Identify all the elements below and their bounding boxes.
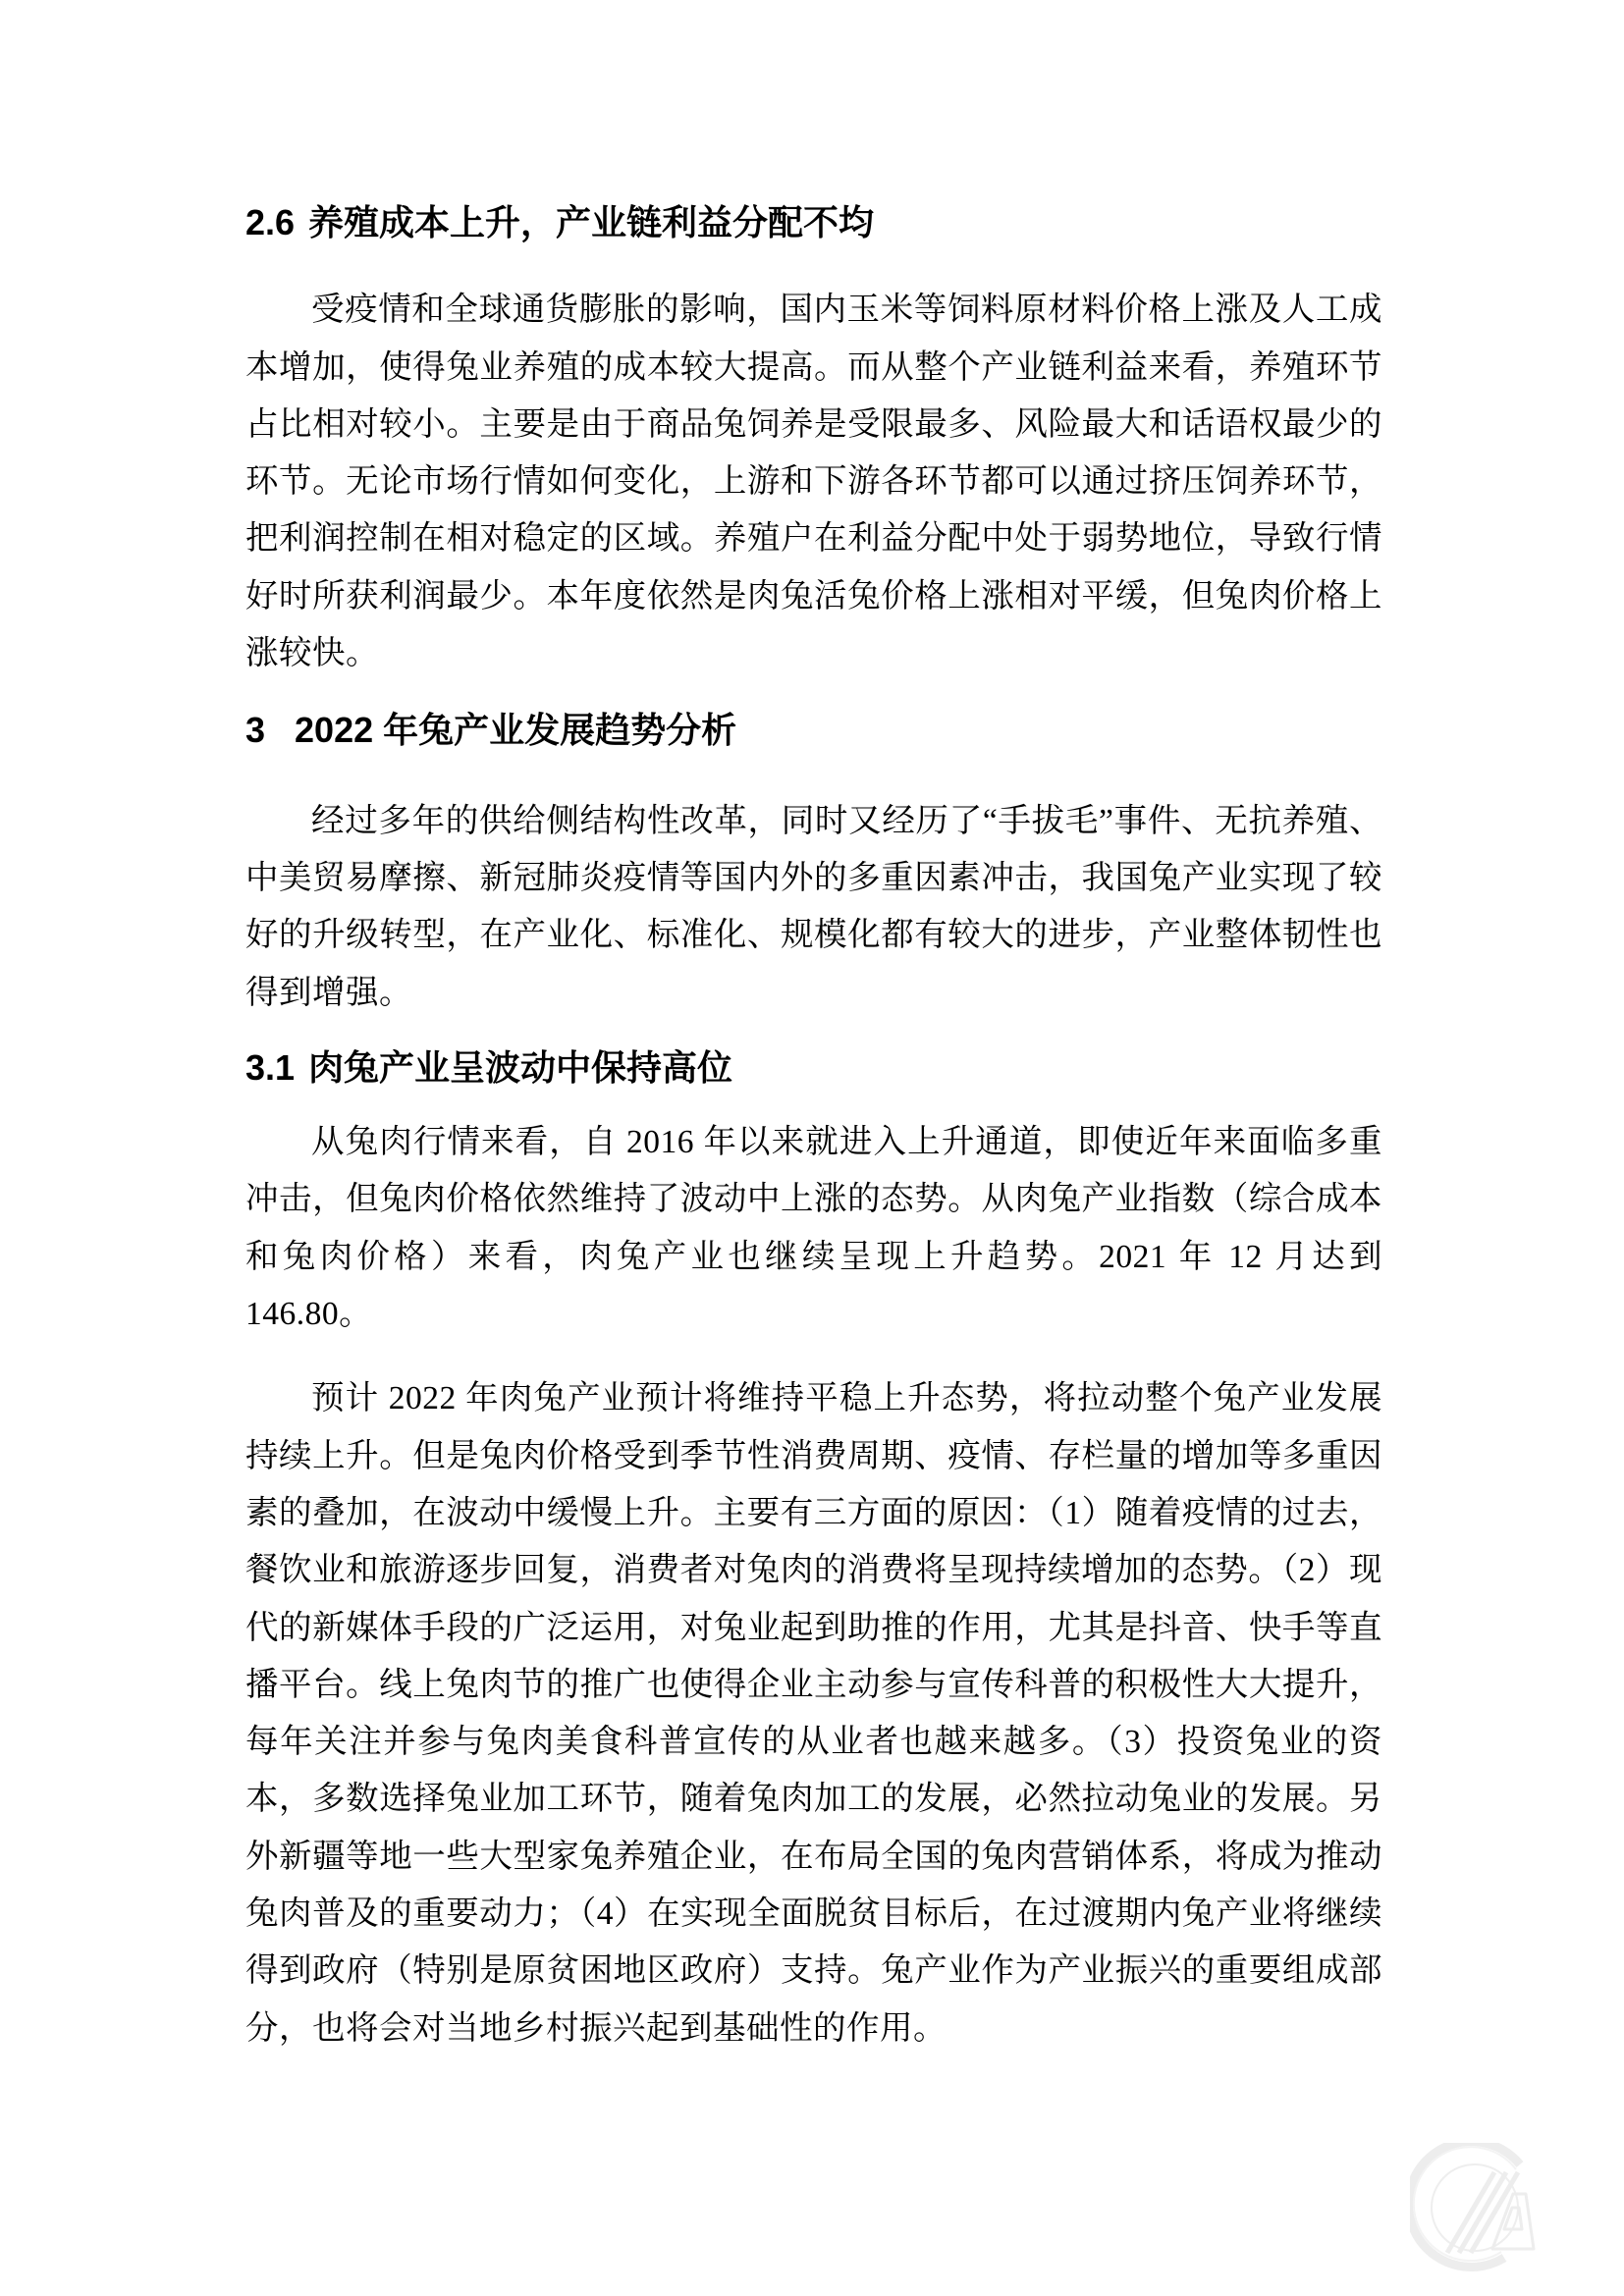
- circular-logo-watermark-icon: [1410, 2143, 1543, 2276]
- section-heading-3-1: [245, 1040, 1382, 1096]
- section-title-2-6: 养殖成本上升，产业链利益分配不均: [308, 202, 875, 242]
- section-number-3-1: 3.1: [245, 1046, 296, 1088]
- paragraph-3: 经过多年的供给侧结构性改革，同时又经历了“手拔毛”事件、无抗养殖、中美贸易摩擦、新冠肺炎疫情等国内外的多重因素冲击，我国兔产业实现了较好的升级转型，在产业化、标准化、规模化都有较大的进步，产业整体韧性也得到增强。: [245, 802, 1382, 1011]
- paragraph-2-6: 受疫情和全球通货膨胀的影响，国内玉米等饲料原材料价格上涨及人工成本增加，使得兔业养殖的成本较大提高。而从整个产业链利益来看，养殖环节占比相对较小。主要是由于商品兔饲养是受限最多、风险最大和话语权最少的环节。无论市场行情如何变化，上游和下游各环节都可以通过挤压饲养环节，把利润控制在相对稳定的区域。养殖户在利益分配中处于弱势地位，导致行情好时所获利润最少。本年度依然是肉兔活兔价格上涨相对平缓，但兔肉价格上涨较快。: [245, 292, 1382, 672]
- section-title-3: 2022 年兔产业发展趋势分析: [295, 710, 737, 751]
- paragraph-3-1-b: 预计 2022 年肉兔产业预计将维持平稳上升态势，将拉动整个兔产业发展持续上升。但是兔肉价格受到季节性消费周期、疫情、存栏量的增加等多重因素的叠加，在波动中缓慢上升。主要有三方面的原因：（1）随着疫情的过去，餐饮业和旅游逐步回复，消费者对兔肉的消费将呈现持续增加的态势。（2）现代的新媒体手段的广泛运用，对兔业起到助推的作用，尤其是抖音、快手等直播平台。线上兔肉节的推广也使得企业主动参与宣传科普的积极性大大提升，每年关注并参与兔肉美食科普宣传的从业者也越来越多。（3）投资兔业的资本，多数选择兔业加工环节，随着兔肉加工的发展，必然拉动兔业的发展。另外新疆等地一些大型家兔养殖企业，在布局全国的兔肉营销体系，将成为推动兔肉普及的重要动力；（4）在实现全面脱贫目标后，在过渡期内兔产业将继续得到政府（特别是原贫困地区政府）支持。兔产业作为产业振兴的重要组成部分，也将会对当地乡村振兴起到基础性的作用。: [245, 1380, 1382, 2047]
- paragraph-3-1-a: 从兔肉行情来看，自 2016 年以来就进入上升通道，即使近年来面临多重冲击，但兔肉价格依然维持了波动中上涨的态势。从肉兔产业指数（综合成本和兔肉价格）来看，肉兔产业也继续呈现上升趋势。2021 年 12 月达到 146.80。: [245, 1124, 1382, 1333]
- section-number-3: 3: [245, 710, 266, 751]
- section-heading-3: [245, 702, 1382, 759]
- section-heading-2-6: [245, 194, 1382, 251]
- section-title-3-1: 肉兔产业呈波动中保持高位: [308, 1046, 733, 1088]
- section-number-2-6: 2.6: [245, 202, 296, 242]
